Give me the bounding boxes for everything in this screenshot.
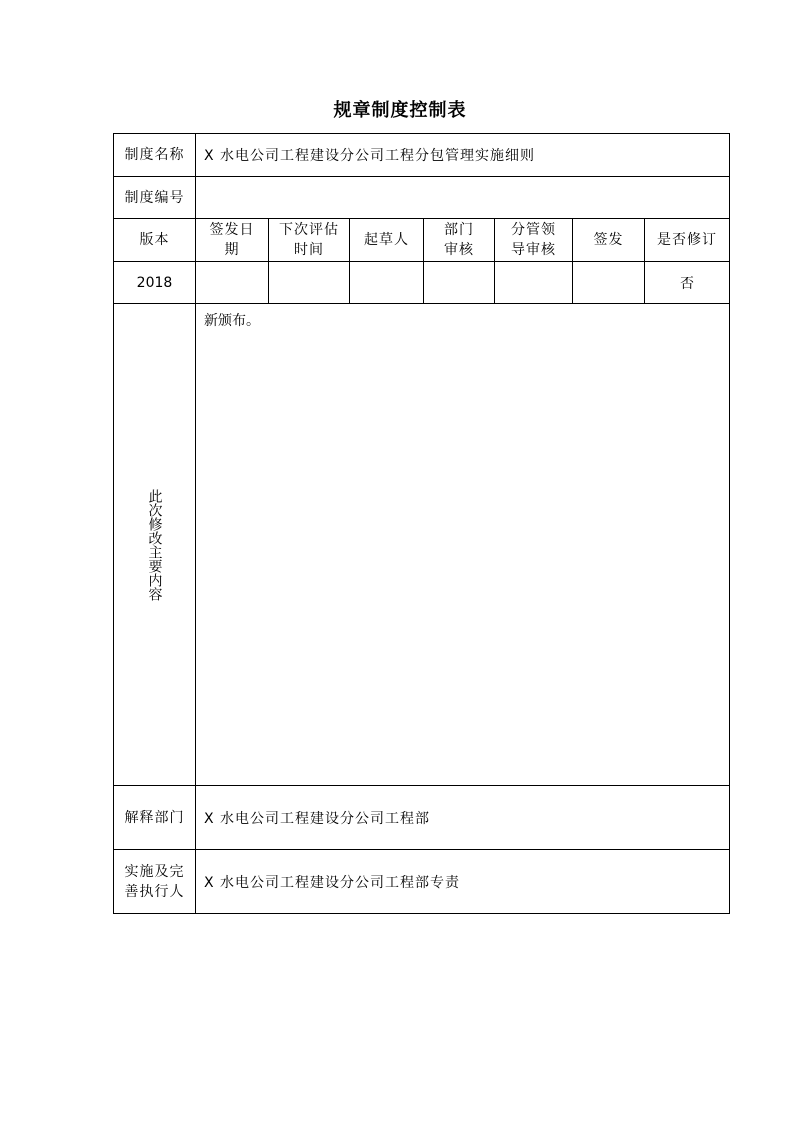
header-next-eval: [269, 219, 350, 262]
header-issue-date-line1: 签发日: [209, 222, 255, 238]
executor-label: [114, 850, 196, 914]
policy-number-value: [196, 177, 730, 219]
interpretation-value: X 水电公司工程建设分公司工程部: [196, 786, 730, 850]
row-changes: [114, 304, 730, 786]
header-revised: 是否修订: [645, 219, 730, 262]
row-executor: [114, 850, 730, 914]
row-policy-number: [114, 177, 730, 219]
header-next-eval-line1: 下次评估: [279, 222, 339, 238]
changes-label-cell: [114, 304, 196, 786]
executor-label-line1: 实施及完: [124, 863, 185, 880]
header-issuer: 签发: [573, 219, 645, 262]
value-next-eval: [269, 262, 350, 304]
header-drafter: 起草人: [350, 219, 424, 262]
header-issue-date: [196, 219, 269, 262]
row-headers: [114, 219, 730, 262]
row-policy-name: [114, 134, 730, 177]
header-dept-review-line2: 审核: [444, 242, 474, 258]
policy-name-value: X 水电公司工程建设分公司工程分包管理实施细则: [196, 134, 730, 177]
changes-label: 此次修改主要内容: [146, 488, 163, 601]
policy-number-label: 制度编号: [114, 177, 196, 219]
header-version: 版本: [114, 219, 196, 262]
value-dept-review: [424, 262, 495, 304]
executor-value: X 水电公司工程建设分公司工程部专责: [196, 850, 730, 914]
header-leader-review-line1: 分管领: [511, 222, 556, 238]
value-issuer: [573, 262, 645, 304]
header-issue-date-line2: 期: [224, 242, 240, 258]
executor-label-line2: 善执行人: [124, 883, 185, 900]
row-interpretation: [114, 786, 730, 850]
value-version: 2018: [114, 262, 196, 304]
value-drafter: [350, 262, 424, 304]
header-leader-review: [495, 219, 573, 262]
interpretation-label: 解释部门: [114, 786, 196, 850]
header-dept-review: [424, 219, 495, 262]
value-revised: 否: [645, 262, 730, 304]
policy-name-label: 制度名称: [114, 134, 196, 177]
header-leader-review-line2: 导审核: [511, 242, 556, 258]
header-next-eval-line2: 时间: [294, 242, 324, 258]
header-dept-review-line1: 部门: [444, 222, 474, 238]
value-leader-review: [495, 262, 573, 304]
value-issue-date: [196, 262, 269, 304]
control-table: [113, 133, 730, 914]
changes-content: 新颁布。: [196, 304, 730, 786]
row-values: [114, 262, 730, 304]
document-title: 规章制度控制表: [333, 100, 467, 121]
